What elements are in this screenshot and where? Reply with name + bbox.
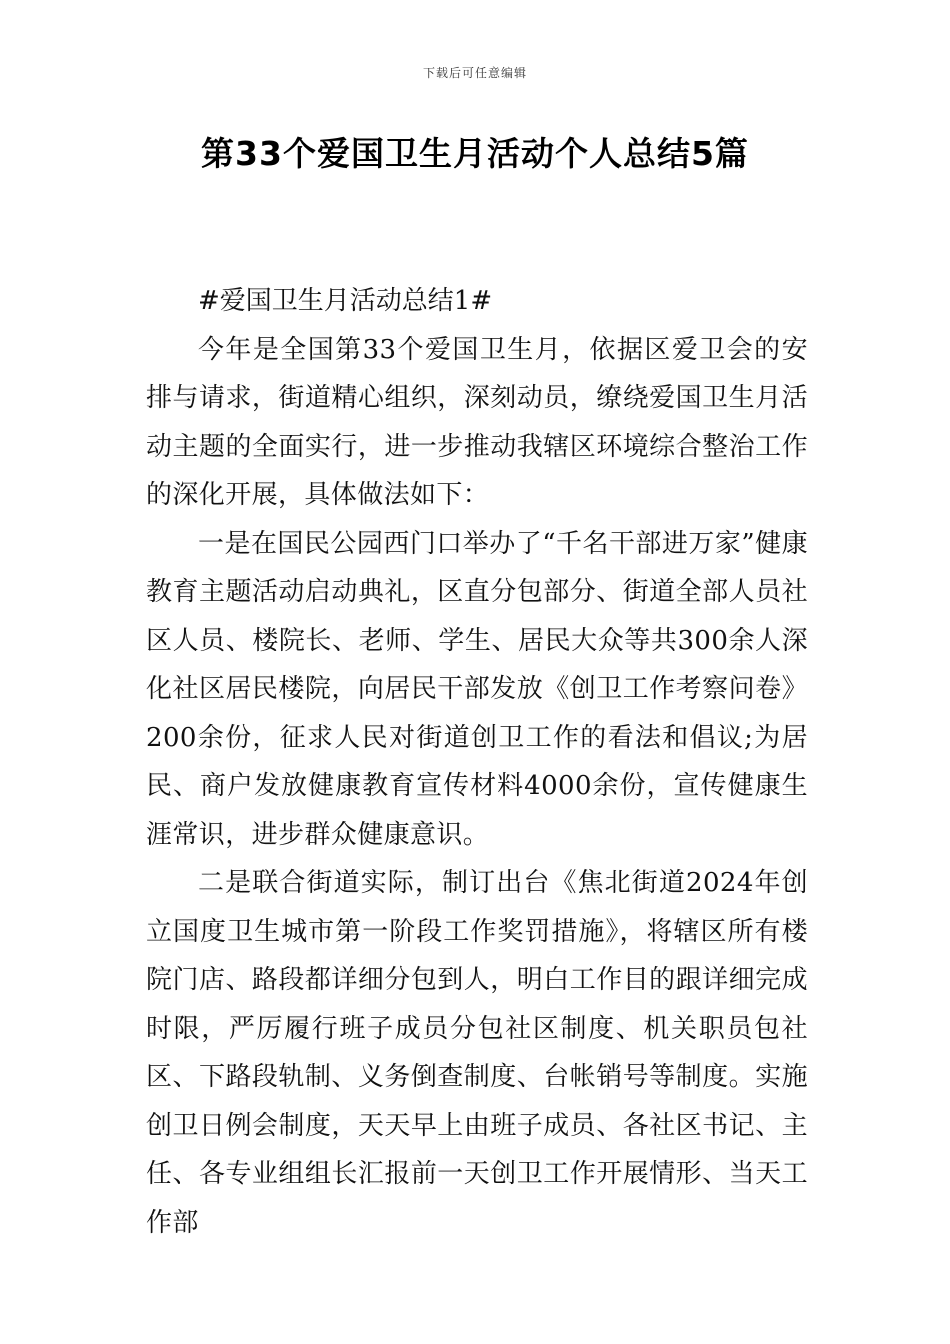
- paragraph-1: 今年是全国第33个爱国卫生月，依据区爱卫会的安排与请求，街道精心组织，深刻动员，缭绕爱国卫生月活动主题的全面实行，进一步推动我辖区环境综合整治工作的深化开展，具体做法如下：: [146, 334, 808, 510]
- paragraph-2: 一是在国民公园西门口举办了“千名干部进万家”健康教育主题活动启动典礼，区直分包部分、街道全部人员社区人员、楼院长、老师、学生、居民大众等共300余人深化社区居民楼院，向居民干部发放《创卫工作考察问卷》200余份，征求人民对街道创卫工作的看法和倡议;为居民、商户发放健康教育宣传材料4000余份，宣传健康生涯常识，进步群众健康意识。: [146, 528, 808, 850]
- section-heading: #爱国卫生月活动总结1#: [198, 286, 493, 316]
- paragraph-3: 二是联合街道实际，制订出台《焦北街道2024年创立国度卫生城市第一阶段工作奖罚措施》，将辖区所有楼院门店、路段都详细分包到人，明白工作目的跟详细完成时限，严厉履行班子成员分包社区制度、机关职员包社区、下路段轨制、义务倒查制度、台帐销号等制度。实施创卫日例会制度，天天早上由班子成员、各社区书记、主任、各专业组组长汇报前一天创卫工作开展情形、当天工作部: [146, 868, 808, 1238]
- header-note: 下载后可任意编辑: [422, 66, 527, 80]
- document-body: [146, 277, 808, 1247]
- document-title: 第33个爱国卫生月活动个人总结5篇: [201, 134, 749, 173]
